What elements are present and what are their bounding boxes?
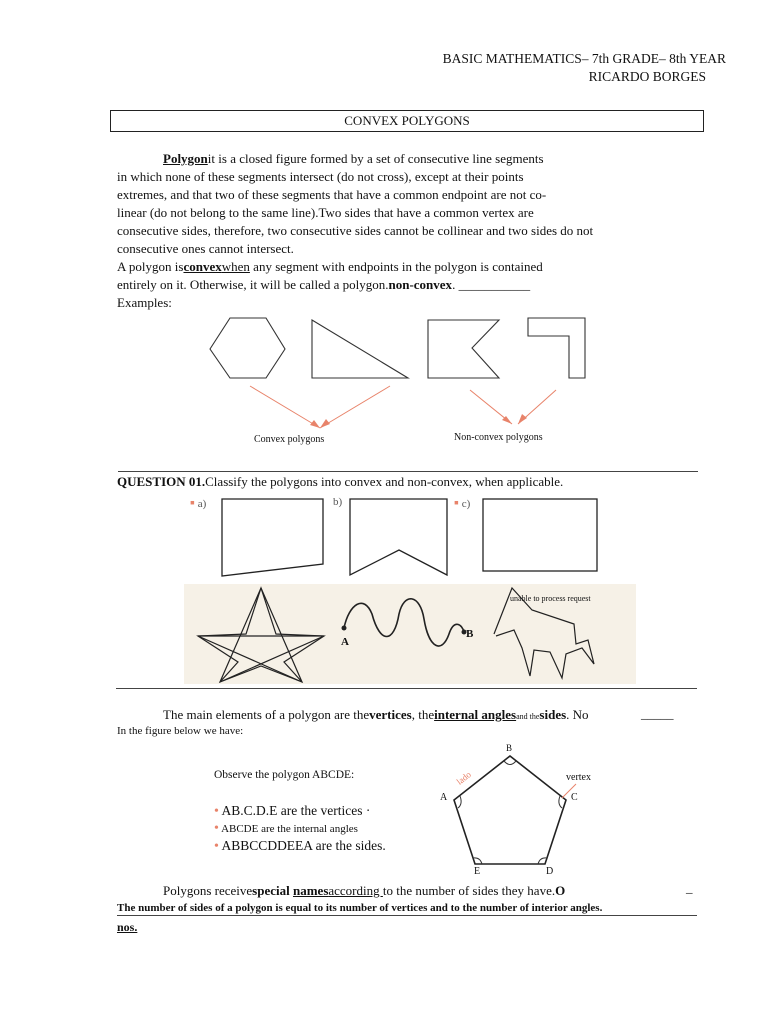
- bullet-sides: [214, 838, 386, 855]
- bullet-dot-2: •: [214, 821, 219, 836]
- sides-term: sides: [539, 707, 567, 722]
- convex-def-when: when: [221, 259, 250, 274]
- trapezoid-shape-a: [222, 499, 323, 576]
- arrowhead-nonconvex-2: [518, 414, 527, 424]
- elements-text-g: . No: [566, 707, 589, 722]
- arrowhead-convex: [310, 420, 320, 428]
- star-shape: [198, 588, 324, 682]
- angle-arc-c: [559, 796, 562, 808]
- observe-caption: Observe the polygon ABCDE:: [214, 769, 355, 781]
- nonconvex-definition: [117, 276, 657, 294]
- intro-line-3: extremes, and that two of these segments that have a common endpoint are not co-: [117, 187, 547, 202]
- notched-shape-b: [350, 499, 447, 575]
- elements-text-a: The main elements of a polygon are the: [163, 707, 370, 722]
- bullet-angles: [214, 821, 358, 837]
- vertex-word: vertex: [566, 772, 591, 783]
- option-b-label: b): [333, 496, 343, 508]
- vertex-label-e: E: [474, 866, 481, 877]
- footer-line-3: nos.: [117, 920, 138, 934]
- triangle-shape: [312, 320, 408, 378]
- question-shapes-row-1: [215, 492, 635, 582]
- vertices-term: vertices: [369, 707, 412, 722]
- examples-label: Examples:: [117, 295, 172, 310]
- intro-line-4: linear (do not belong to the same line).Two sides that have a common vertex are: [117, 205, 534, 220]
- footer-text-o: O: [555, 883, 566, 898]
- vertex-label-d: D: [546, 866, 554, 877]
- intro-line-2: in which none of these segments intersect (do not cross), except at their points: [117, 169, 524, 184]
- question-label: QUESTION 01.: [117, 474, 206, 489]
- polygon-term: Polygon: [163, 151, 208, 166]
- page-title: CONVEX POLYGONS: [110, 110, 704, 132]
- convex-definition: [117, 258, 657, 276]
- special-term: special: [252, 883, 293, 898]
- intro-line-6: consecutive ones cannot intersect.: [117, 241, 294, 256]
- convex-caption: Convex polygons: [254, 434, 325, 445]
- hexagon-shape: [210, 318, 285, 378]
- l-shape: [528, 318, 585, 378]
- point-a-label: A: [341, 636, 349, 648]
- angle-arc-b: [504, 761, 516, 765]
- vertex-label-c: C: [571, 792, 578, 803]
- bullet-dot-3: •: [214, 839, 219, 854]
- vertex-label-a: A: [440, 792, 448, 803]
- elements-line-2: In the figure below we have:: [117, 725, 244, 737]
- pentagon-shape: [454, 756, 566, 864]
- rectangle-shape-c: [483, 499, 597, 571]
- angle-arc-a: [458, 796, 461, 808]
- header-author: RICARDO BORGES: [588, 69, 706, 84]
- vertices-text: AB.C.D.E are the vertices ·: [221, 803, 371, 818]
- error-overlay-text: unable to process request: [510, 594, 591, 603]
- point-a-dot: [342, 626, 347, 631]
- intro-line-1: [163, 150, 663, 168]
- option-a-text: a): [197, 498, 207, 510]
- polygon-examples-figure: [200, 312, 600, 452]
- footer-line-2: The number of sides of a polygon is equal to its number of vertices and to the number of interior angles.: [117, 902, 697, 916]
- divider-2: [116, 688, 697, 689]
- internal-angles-term: internal angles: [434, 707, 517, 722]
- convex-def-a: A polygon is: [117, 259, 184, 274]
- according-text: according: [328, 883, 383, 898]
- arrowhead-convex-2: [320, 419, 330, 428]
- convex-def-d: any segment with endpoints in the polygon is contained: [249, 259, 543, 274]
- convex-term: convex: [183, 259, 222, 274]
- divider: [118, 471, 698, 472]
- question-01: [117, 473, 697, 491]
- arrow-convex-1: [250, 386, 320, 428]
- bullet-vertices: [214, 803, 370, 820]
- footer-line-1: [163, 882, 603, 900]
- option-a-label: ▪ a): [190, 496, 207, 511]
- elements-blank: _____: [641, 706, 674, 721]
- bullet-dot-1: •: [214, 804, 219, 819]
- intro-line-5: consecutive sides, therefore, two consecutive sides cannot be collinear and two sides do not: [117, 223, 594, 238]
- side-word: lado: [454, 769, 473, 787]
- footer-blank: _: [686, 880, 693, 895]
- option-c-text: c): [461, 498, 471, 510]
- header-course: BASIC MATHEMATICS– 7th GRADE– 8th YEAR: [442, 51, 726, 66]
- sides-text: ABBCCDDEEA are the sides.: [221, 838, 386, 853]
- wave-curve: [344, 599, 464, 646]
- option-c-label: ▪ c): [454, 496, 471, 511]
- point-b-label: B: [466, 628, 474, 640]
- names-term: names: [292, 883, 329, 898]
- nonconvex-caption: Non-convex polygons: [454, 432, 543, 443]
- elements-text-c: , the: [411, 707, 435, 722]
- arrow-convex-2: [320, 386, 390, 428]
- nonconvex-term: non-convex: [388, 277, 453, 292]
- footer-text-a: Polygons receive: [163, 883, 253, 898]
- intro-text-1: it is a closed figure formed by a set of consecutive line segments: [207, 151, 544, 166]
- elements-line-1: [163, 706, 693, 726]
- pentagon-figure: [430, 742, 610, 882]
- question-text: Classify the polygons into convex and non-convex, when applicable.: [205, 474, 564, 489]
- elements-text-e: and the: [516, 712, 540, 721]
- nonconvex-def-c: . ___________: [452, 277, 531, 292]
- footer-text-e: to the number of sides they have.: [382, 883, 556, 898]
- vertex-label-b: B: [506, 743, 513, 753]
- nonconvex-def-a: entirely on it. Otherwise, it will be called a polygon.: [117, 277, 389, 292]
- angles-text: ABCDE are the internal angles: [221, 823, 358, 835]
- notched-pentagon-shape: [428, 320, 499, 378]
